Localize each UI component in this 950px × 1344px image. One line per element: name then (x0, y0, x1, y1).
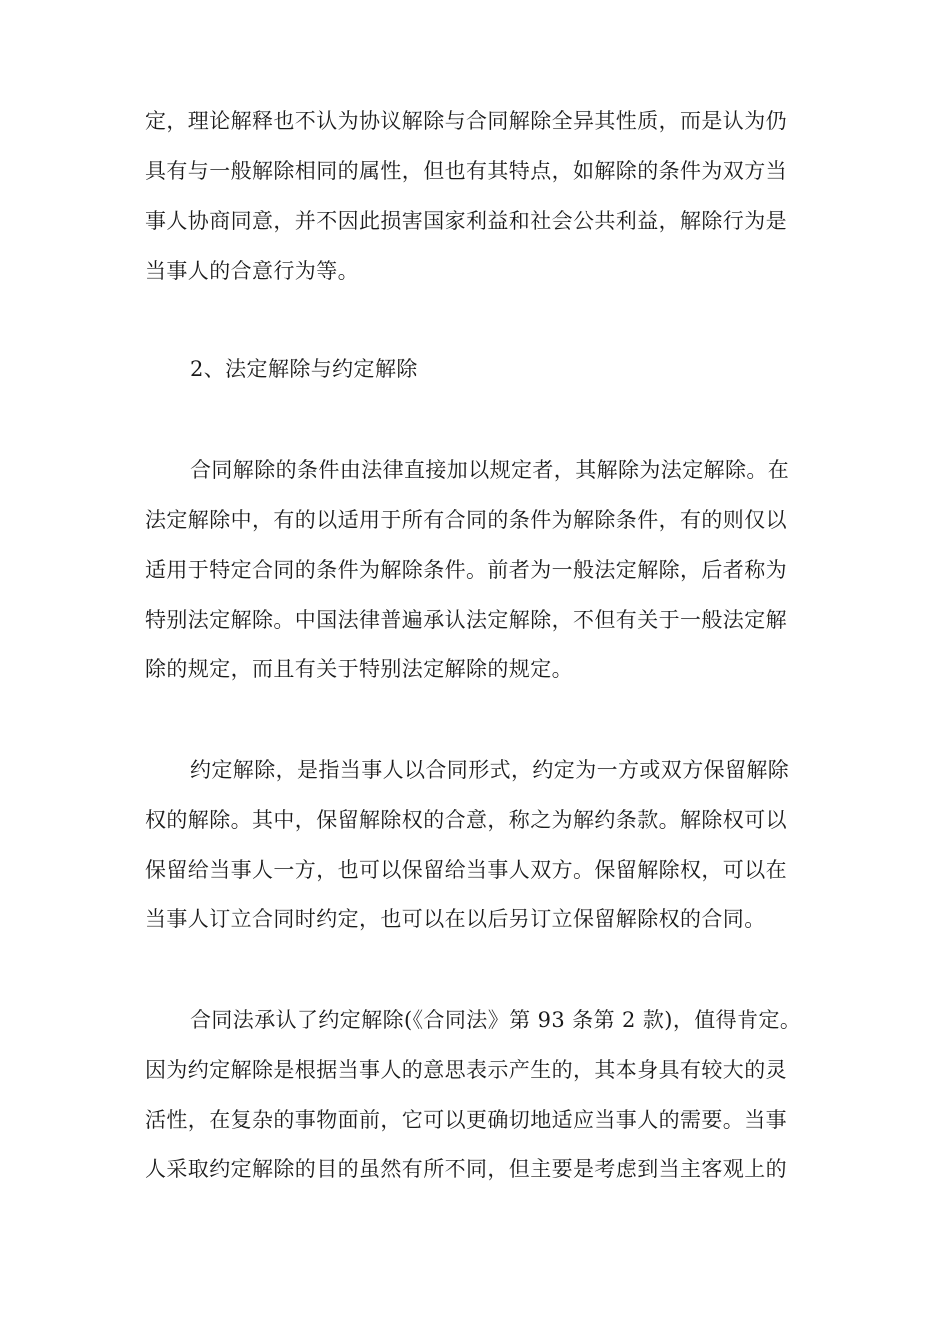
paragraph-1-line-3: 事人协商同意，并不因此损害国家利益和社会公共利益，解除行为是 (145, 209, 787, 233)
paragraph-3-line-3: 适用于特定合同的条件为解除条件。前者为一般法定解除，后者称为 (145, 558, 787, 582)
section-heading: 2、法定解除与约定解除 (190, 357, 418, 381)
paragraph-5-line-1: 合同法承认了约定解除(《合同法》第 93 条第 2 款)，值得肯定。 (190, 1008, 802, 1032)
paragraph-5-line-3: 活性，在复杂的事物面前，它可以更确切地适应当事人的需要。当事 (145, 1108, 787, 1132)
paragraph-5-line-2: 因为约定解除是根据当事人的意思表示产生的，其本身具有较大的灵 (145, 1058, 787, 1082)
paragraph-3-line-2: 法定解除中，有的以适用于所有合同的条件为解除条件，有的则仅以 (145, 508, 787, 532)
paragraph-1-line-2: 具有与一般解除相同的属性，但也有其特点，如解除的条件为双方当 (145, 159, 787, 183)
paragraph-4-line-1: 约定解除，是指当事人以合同形式，约定为一方或双方保留解除 (190, 758, 790, 782)
paragraph-4-line-4: 当事人订立合同时约定，也可以在以后另订立保留解除权的合同。 (145, 907, 766, 931)
paragraph-5-line-4: 人采取约定解除的目的虽然有所不同，但主要是考虑到当主客观上的 (145, 1157, 787, 1181)
paragraph-3-line-4: 特别法定解除。中国法律普遍承认法定解除，不但有关于一般法定解 (145, 608, 787, 632)
paragraph-4-line-3: 保留给当事人一方，也可以保留给当事人双方。保留解除权，可以在 (145, 858, 787, 882)
paragraph-4-line-2: 权的解除。其中，保留解除权的合意，称之为解约条款。解除权可以 (145, 808, 787, 832)
paragraph-3-line-1: 合同解除的条件由法律直接加以规定者，其解除为法定解除。在 (190, 458, 790, 482)
paragraph-1-line-1: 定，理论解释也不认为协议解除与合同解除全异其性质，而是认为仍 (145, 109, 787, 133)
paragraph-1-line-4: 当事人的合意行为等。 (145, 259, 359, 283)
paragraph-3-line-5: 除的规定，而且有关于特别法定解除的规定。 (145, 657, 573, 681)
